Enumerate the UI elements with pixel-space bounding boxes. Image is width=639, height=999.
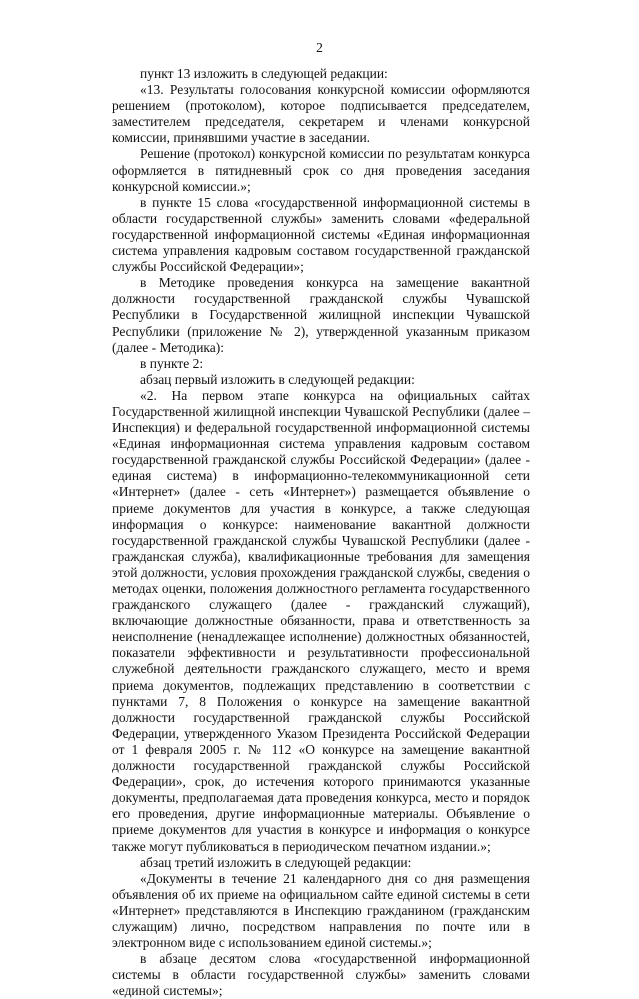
page-number: 2	[316, 40, 323, 55]
paragraph: «Документы в течение 21 календарного дня со дня размещения объявления об их приеме на официальном сайте единой системы в сети «Интернет» представляются в Инспекцию гражданином (гражданским служащим) лично, посредством направления по почте или в электронном виде с использованием единой системы.»;	[112, 870, 530, 951]
paragraph: абзац первый изложить в следующей редакции:	[140, 371, 415, 387]
document-body	[112, 66, 530, 999]
paragraph: в абзаце десятом слова «государственной информационной системы в области государственной службы» заменить словами «единой системы»;	[112, 951, 530, 999]
paragraph: в Методике проведения конкурса на замещение вакантной должности государственной гражданской службы Чувашской Республики в Государственной жилищной инспекции Чувашской Республики (приложение № 2), утвержденной указанным приказом (далее - Методика):	[112, 275, 530, 355]
paragraph: Решение (протокол) конкурсной комиссии по результатам конкурса оформляется в пятидневный срок со дня проведения заседания конкурсной комиссии.»;	[112, 146, 530, 194]
paragraph: «13. Результаты голосования конкурсной комиссии оформляются решением (протоколом), которое подписывается председателем, заместителем председателя, секретарем и членами конкурсной комиссии, принявшими участие в заседании.	[112, 82, 530, 146]
paragraph: абзац третий изложить в следующей редакции:	[140, 854, 412, 870]
paragraph: в пункте 15 слова «государственной информационной системы в области государственной службы» заменить словами «федеральной государственной информационной системы «Единая информационная система управления кадровым составом государственной гражданской службы Российской Федерации»;	[112, 194, 530, 275]
paragraph: «2. На первом этапе конкурса на официальных сайтах Государственной жилищной инспекции Чувашской Республики (далее – Инспекция) и федеральной государственной информационной системы «Единая информационная система управления кадровым составом государственной гражданской службы Российской Федерации» (далее - единая система) в информационно-телекоммуникационной сети «Интернет» (далее - сеть «Интернет») размещается объявление о приеме документов для участия в конкурсе, а также следующая информация о конкурсе: наименование вакантной должности государственной гражданской службы Чувашской Республики (далее - гражданская служба), квалификационные требования для замещения этой должности, условия прохождения гражданской службы, сведения о методах оценки, положения должностного регламента государственного гражданского служащего (далее - гражданский служащий), включающие должностные обязанности, права и ответственность за неисполнение (ненадлежащее исполнение) должностных обязанностей, показатели эффективности и результативности профессиональной служебной деятельности гражданского служащего, место и время приема документов, подлежащих представлению в соответствии с пунктами 7, 8 Положения о конкурсе на замещение вакантной должности государственной гражданской службы Российской Федерации, утвержденного Указом Президента Российской Федерации от 1 февраля 2005 г. № 112 «О конкурсе на замещение вакантной должности государственной гражданской службы Российской Федерации», срок, до истечения которого принимаются указанные документы, предполагаемая дата проведения конкурса, место и порядок его проведения, другие информационные материалы. Объявление о приеме документов для участия в конкурсе и информация о конкурсе также могут публиковаться в периодическом печатном издании.»;	[112, 387, 530, 854]
paragraph: в пункте 2:	[140, 355, 204, 371]
paragraph: пункт 13 изложить в следующей редакции:	[140, 66, 388, 81]
